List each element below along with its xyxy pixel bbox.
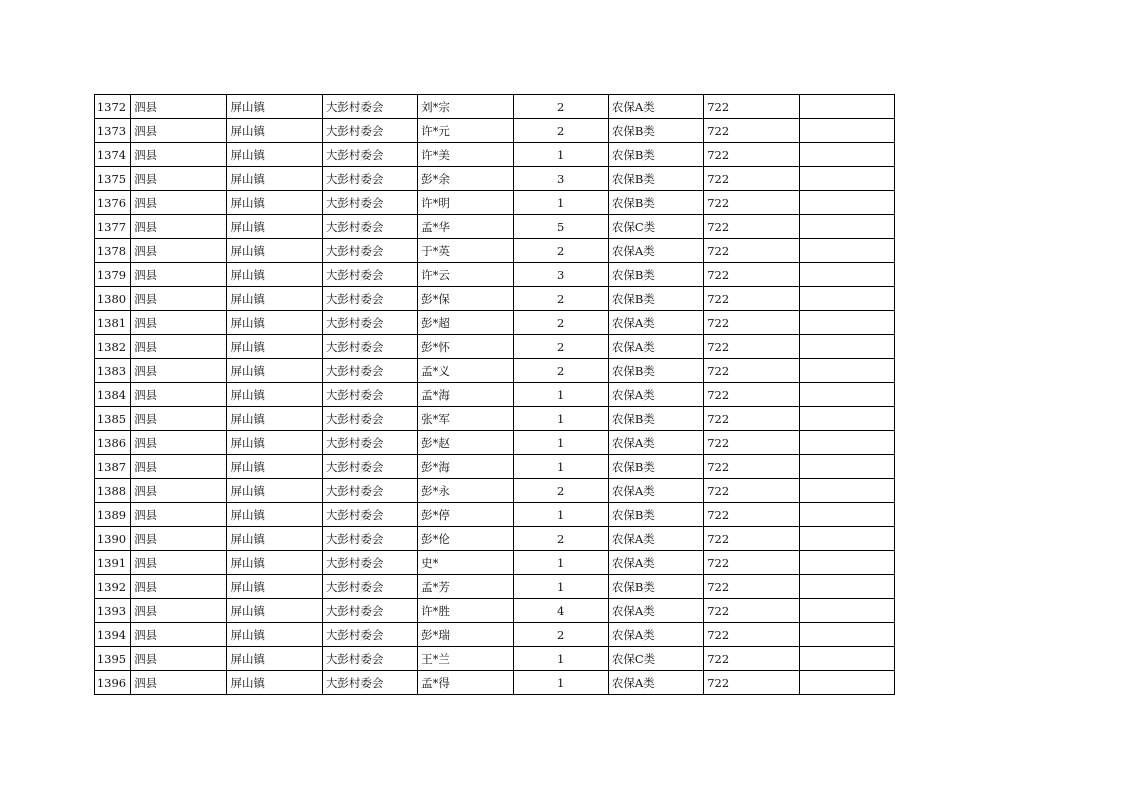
cell-household-count: 2: [513, 311, 608, 335]
cell-amount: 722: [704, 359, 799, 383]
cell-insurance-type: 农保C类: [608, 215, 703, 239]
cell-insurance-type: 农保A类: [608, 239, 703, 263]
cell-note: [799, 383, 894, 407]
cell-county: 泗县: [131, 599, 227, 623]
cell-household-count: 2: [513, 527, 608, 551]
cell-person-name: 彭*怀: [418, 335, 513, 359]
cell-county: 泗县: [131, 167, 227, 191]
cell-amount: 722: [704, 215, 799, 239]
cell-village-committee: 大彭村委会: [322, 263, 417, 287]
cell-insurance-type: 农保A类: [608, 623, 703, 647]
cell-amount: 722: [704, 335, 799, 359]
cell-person-name: 许*胜: [418, 599, 513, 623]
cell-insurance-type: 农保A类: [608, 599, 703, 623]
cell-insurance-type: 农保A类: [608, 335, 703, 359]
cell-county: 泗县: [131, 575, 227, 599]
cell-serial-number: 1374: [95, 143, 131, 167]
cell-note: [799, 167, 894, 191]
cell-insurance-type: 农保A类: [608, 671, 703, 695]
cell-amount: 722: [704, 407, 799, 431]
cell-insurance-type: 农保C类: [608, 647, 703, 671]
cell-insurance-type: 农保A类: [608, 431, 703, 455]
cell-household-count: 1: [513, 383, 608, 407]
cell-insurance-type: 农保A类: [608, 95, 703, 119]
cell-note: [799, 215, 894, 239]
cell-county: 泗县: [131, 287, 227, 311]
cell-town: 屏山镇: [227, 527, 322, 551]
cell-insurance-type: 农保B类: [608, 359, 703, 383]
cell-village-committee: 大彭村委会: [322, 383, 417, 407]
cell-household-count: 4: [513, 599, 608, 623]
cell-village-committee: 大彭村委会: [322, 311, 417, 335]
cell-insurance-type: 农保B类: [608, 503, 703, 527]
cell-amount: 722: [704, 455, 799, 479]
cell-village-committee: 大彭村委会: [322, 527, 417, 551]
cell-serial-number: 1377: [95, 215, 131, 239]
cell-county: 泗县: [131, 335, 227, 359]
cell-amount: 722: [704, 623, 799, 647]
cell-town: 屏山镇: [227, 623, 322, 647]
cell-household-count: 5: [513, 215, 608, 239]
cell-town: 屏山镇: [227, 335, 322, 359]
cell-person-name: 许*明: [418, 191, 513, 215]
cell-town: 屏山镇: [227, 575, 322, 599]
cell-note: [799, 311, 894, 335]
cell-town: 屏山镇: [227, 215, 322, 239]
cell-person-name: 彭*保: [418, 287, 513, 311]
cell-county: 泗县: [131, 311, 227, 335]
cell-serial-number: 1391: [95, 551, 131, 575]
cell-county: 泗县: [131, 215, 227, 239]
cell-amount: 722: [704, 383, 799, 407]
cell-town: 屏山镇: [227, 431, 322, 455]
cell-amount: 722: [704, 143, 799, 167]
cell-note: [799, 551, 894, 575]
cell-county: 泗县: [131, 95, 227, 119]
cell-note: [799, 119, 894, 143]
table-row: [95, 431, 895, 455]
cell-serial-number: 1383: [95, 359, 131, 383]
cell-insurance-type: 农保A类: [608, 551, 703, 575]
cell-note: [799, 599, 894, 623]
cell-amount: 722: [704, 503, 799, 527]
cell-note: [799, 671, 894, 695]
cell-serial-number: 1395: [95, 647, 131, 671]
cell-household-count: 2: [513, 623, 608, 647]
cell-person-name: 彭*停: [418, 503, 513, 527]
cell-note: [799, 479, 894, 503]
table-row: [95, 191, 895, 215]
cell-town: 屏山镇: [227, 599, 322, 623]
cell-person-name: 彭*永: [418, 479, 513, 503]
cell-household-count: 1: [513, 575, 608, 599]
cell-village-committee: 大彭村委会: [322, 551, 417, 575]
cell-amount: 722: [704, 551, 799, 575]
cell-insurance-type: 农保B类: [608, 191, 703, 215]
cell-insurance-type: 农保B类: [608, 119, 703, 143]
cell-household-count: 1: [513, 503, 608, 527]
cell-town: 屏山镇: [227, 263, 322, 287]
cell-amount: 722: [704, 263, 799, 287]
cell-town: 屏山镇: [227, 95, 322, 119]
cell-insurance-type: 农保B类: [608, 407, 703, 431]
cell-village-committee: 大彭村委会: [322, 191, 417, 215]
cell-insurance-type: 农保B类: [608, 455, 703, 479]
table-row: [95, 527, 895, 551]
table-row: [95, 623, 895, 647]
table-row: [95, 575, 895, 599]
cell-note: [799, 143, 894, 167]
cell-amount: 722: [704, 575, 799, 599]
cell-county: 泗县: [131, 239, 227, 263]
cell-person-name: 彭*瑞: [418, 623, 513, 647]
cell-household-count: 1: [513, 191, 608, 215]
cell-county: 泗县: [131, 119, 227, 143]
table-row: [95, 503, 895, 527]
cell-insurance-type: 农保B类: [608, 575, 703, 599]
cell-village-committee: 大彭村委会: [322, 647, 417, 671]
cell-serial-number: 1390: [95, 527, 131, 551]
cell-person-name: 于*英: [418, 239, 513, 263]
cell-serial-number: 1373: [95, 119, 131, 143]
cell-town: 屏山镇: [227, 551, 322, 575]
table-row: [95, 215, 895, 239]
table-row: [95, 359, 895, 383]
cell-person-name: 刘*宗: [418, 95, 513, 119]
cell-county: 泗县: [131, 551, 227, 575]
table-body: [95, 95, 895, 695]
cell-town: 屏山镇: [227, 407, 322, 431]
cell-note: [799, 431, 894, 455]
cell-household-count: 1: [513, 143, 608, 167]
cell-person-name: 许*元: [418, 119, 513, 143]
cell-person-name: 史*: [418, 551, 513, 575]
cell-note: [799, 263, 894, 287]
cell-serial-number: 1384: [95, 383, 131, 407]
cell-note: [799, 239, 894, 263]
cell-note: [799, 191, 894, 215]
cell-village-committee: 大彭村委会: [322, 215, 417, 239]
cell-village-committee: 大彭村委会: [322, 287, 417, 311]
cell-serial-number: 1375: [95, 167, 131, 191]
cell-serial-number: 1378: [95, 239, 131, 263]
cell-county: 泗县: [131, 479, 227, 503]
cell-insurance-type: 农保B类: [608, 263, 703, 287]
table-row: [95, 599, 895, 623]
cell-county: 泗县: [131, 503, 227, 527]
cell-town: 屏山镇: [227, 503, 322, 527]
cell-serial-number: 1380: [95, 287, 131, 311]
cell-household-count: 3: [513, 167, 608, 191]
cell-person-name: 彭*超: [418, 311, 513, 335]
cell-county: 泗县: [131, 455, 227, 479]
cell-note: [799, 503, 894, 527]
cell-insurance-type: 农保B类: [608, 167, 703, 191]
cell-amount: 722: [704, 95, 799, 119]
cell-note: [799, 407, 894, 431]
cell-amount: 722: [704, 431, 799, 455]
cell-serial-number: 1388: [95, 479, 131, 503]
cell-amount: 722: [704, 599, 799, 623]
cell-person-name: 彭*海: [418, 455, 513, 479]
cell-person-name: 彭*余: [418, 167, 513, 191]
cell-household-count: 2: [513, 95, 608, 119]
cell-serial-number: 1381: [95, 311, 131, 335]
cell-insurance-type: 农保A类: [608, 383, 703, 407]
cell-village-committee: 大彭村委会: [322, 167, 417, 191]
cell-insurance-type: 农保A类: [608, 311, 703, 335]
cell-county: 泗县: [131, 359, 227, 383]
cell-household-count: 2: [513, 359, 608, 383]
cell-amount: 722: [704, 479, 799, 503]
cell-serial-number: 1376: [95, 191, 131, 215]
cell-serial-number: 1389: [95, 503, 131, 527]
cell-amount: 722: [704, 527, 799, 551]
cell-village-committee: 大彭村委会: [322, 239, 417, 263]
cell-village-committee: 大彭村委会: [322, 407, 417, 431]
cell-serial-number: 1394: [95, 623, 131, 647]
cell-serial-number: 1392: [95, 575, 131, 599]
table-row: [95, 95, 895, 119]
cell-note: [799, 95, 894, 119]
cell-person-name: 孟*义: [418, 359, 513, 383]
cell-person-name: 彭*赵: [418, 431, 513, 455]
cell-household-count: 1: [513, 407, 608, 431]
table-row: [95, 551, 895, 575]
table-row: [95, 407, 895, 431]
cell-town: 屏山镇: [227, 455, 322, 479]
cell-household-count: 3: [513, 263, 608, 287]
cell-village-committee: 大彭村委会: [322, 359, 417, 383]
benefit-table: [94, 94, 895, 695]
cell-household-count: 1: [513, 671, 608, 695]
cell-village-committee: 大彭村委会: [322, 479, 417, 503]
table-row: [95, 335, 895, 359]
cell-household-count: 2: [513, 287, 608, 311]
cell-county: 泗县: [131, 263, 227, 287]
cell-person-name: 孟*华: [418, 215, 513, 239]
cell-person-name: 孟*得: [418, 671, 513, 695]
cell-household-count: 2: [513, 239, 608, 263]
cell-town: 屏山镇: [227, 383, 322, 407]
cell-county: 泗县: [131, 623, 227, 647]
cell-town: 屏山镇: [227, 239, 322, 263]
cell-serial-number: 1393: [95, 599, 131, 623]
cell-serial-number: 1396: [95, 671, 131, 695]
table-row: [95, 167, 895, 191]
cell-household-count: 1: [513, 647, 608, 671]
table-row: [95, 119, 895, 143]
cell-person-name: 彭*伦: [418, 527, 513, 551]
cell-serial-number: 1372: [95, 95, 131, 119]
cell-insurance-type: 农保A类: [608, 479, 703, 503]
cell-note: [799, 359, 894, 383]
cell-insurance-type: 农保A类: [608, 527, 703, 551]
cell-town: 屏山镇: [227, 167, 322, 191]
cell-town: 屏山镇: [227, 143, 322, 167]
cell-note: [799, 287, 894, 311]
cell-village-committee: 大彭村委会: [322, 671, 417, 695]
cell-household-count: 2: [513, 479, 608, 503]
cell-town: 屏山镇: [227, 359, 322, 383]
cell-person-name: 许*云: [418, 263, 513, 287]
cell-serial-number: 1386: [95, 431, 131, 455]
cell-county: 泗县: [131, 527, 227, 551]
cell-town: 屏山镇: [227, 671, 322, 695]
cell-insurance-type: 农保B类: [608, 143, 703, 167]
cell-town: 屏山镇: [227, 191, 322, 215]
cell-amount: 722: [704, 287, 799, 311]
cell-amount: 722: [704, 167, 799, 191]
table-row: [95, 263, 895, 287]
cell-amount: 722: [704, 311, 799, 335]
cell-note: [799, 455, 894, 479]
cell-amount: 722: [704, 191, 799, 215]
cell-household-count: 1: [513, 551, 608, 575]
cell-village-committee: 大彭村委会: [322, 623, 417, 647]
cell-county: 泗县: [131, 143, 227, 167]
cell-amount: 722: [704, 239, 799, 263]
cell-village-committee: 大彭村委会: [322, 503, 417, 527]
cell-person-name: 许*美: [418, 143, 513, 167]
cell-note: [799, 527, 894, 551]
cell-town: 屏山镇: [227, 287, 322, 311]
cell-serial-number: 1387: [95, 455, 131, 479]
cell-note: [799, 335, 894, 359]
cell-note: [799, 623, 894, 647]
table-row: [95, 311, 895, 335]
table-row: [95, 287, 895, 311]
cell-county: 泗县: [131, 431, 227, 455]
cell-village-committee: 大彭村委会: [322, 95, 417, 119]
table-row: [95, 239, 895, 263]
cell-note: [799, 575, 894, 599]
cell-household-count: 1: [513, 455, 608, 479]
cell-person-name: 孟*海: [418, 383, 513, 407]
cell-person-name: 王*兰: [418, 647, 513, 671]
spreadsheet-page: [94, 94, 895, 695]
cell-village-committee: 大彭村委会: [322, 119, 417, 143]
cell-town: 屏山镇: [227, 119, 322, 143]
cell-county: 泗县: [131, 671, 227, 695]
table-row: [95, 143, 895, 167]
cell-note: [799, 647, 894, 671]
cell-person-name: 孟*芳: [418, 575, 513, 599]
cell-household-count: 2: [513, 335, 608, 359]
cell-county: 泗县: [131, 383, 227, 407]
cell-town: 屏山镇: [227, 479, 322, 503]
cell-household-count: 1: [513, 431, 608, 455]
table-row: [95, 647, 895, 671]
cell-serial-number: 1382: [95, 335, 131, 359]
cell-person-name: 张*军: [418, 407, 513, 431]
cell-amount: 722: [704, 647, 799, 671]
cell-village-committee: 大彭村委会: [322, 575, 417, 599]
cell-household-count: 2: [513, 119, 608, 143]
table-row: [95, 671, 895, 695]
cell-amount: 722: [704, 119, 799, 143]
cell-amount: 722: [704, 671, 799, 695]
table-row: [95, 455, 895, 479]
cell-town: 屏山镇: [227, 311, 322, 335]
cell-village-committee: 大彭村委会: [322, 335, 417, 359]
table-row: [95, 479, 895, 503]
cell-insurance-type: 农保B类: [608, 287, 703, 311]
cell-village-committee: 大彭村委会: [322, 599, 417, 623]
cell-serial-number: 1379: [95, 263, 131, 287]
cell-county: 泗县: [131, 407, 227, 431]
cell-town: 屏山镇: [227, 647, 322, 671]
cell-village-committee: 大彭村委会: [322, 431, 417, 455]
cell-serial-number: 1385: [95, 407, 131, 431]
cell-village-committee: 大彭村委会: [322, 143, 417, 167]
cell-village-committee: 大彭村委会: [322, 455, 417, 479]
cell-county: 泗县: [131, 647, 227, 671]
table-row: [95, 383, 895, 407]
cell-county: 泗县: [131, 191, 227, 215]
